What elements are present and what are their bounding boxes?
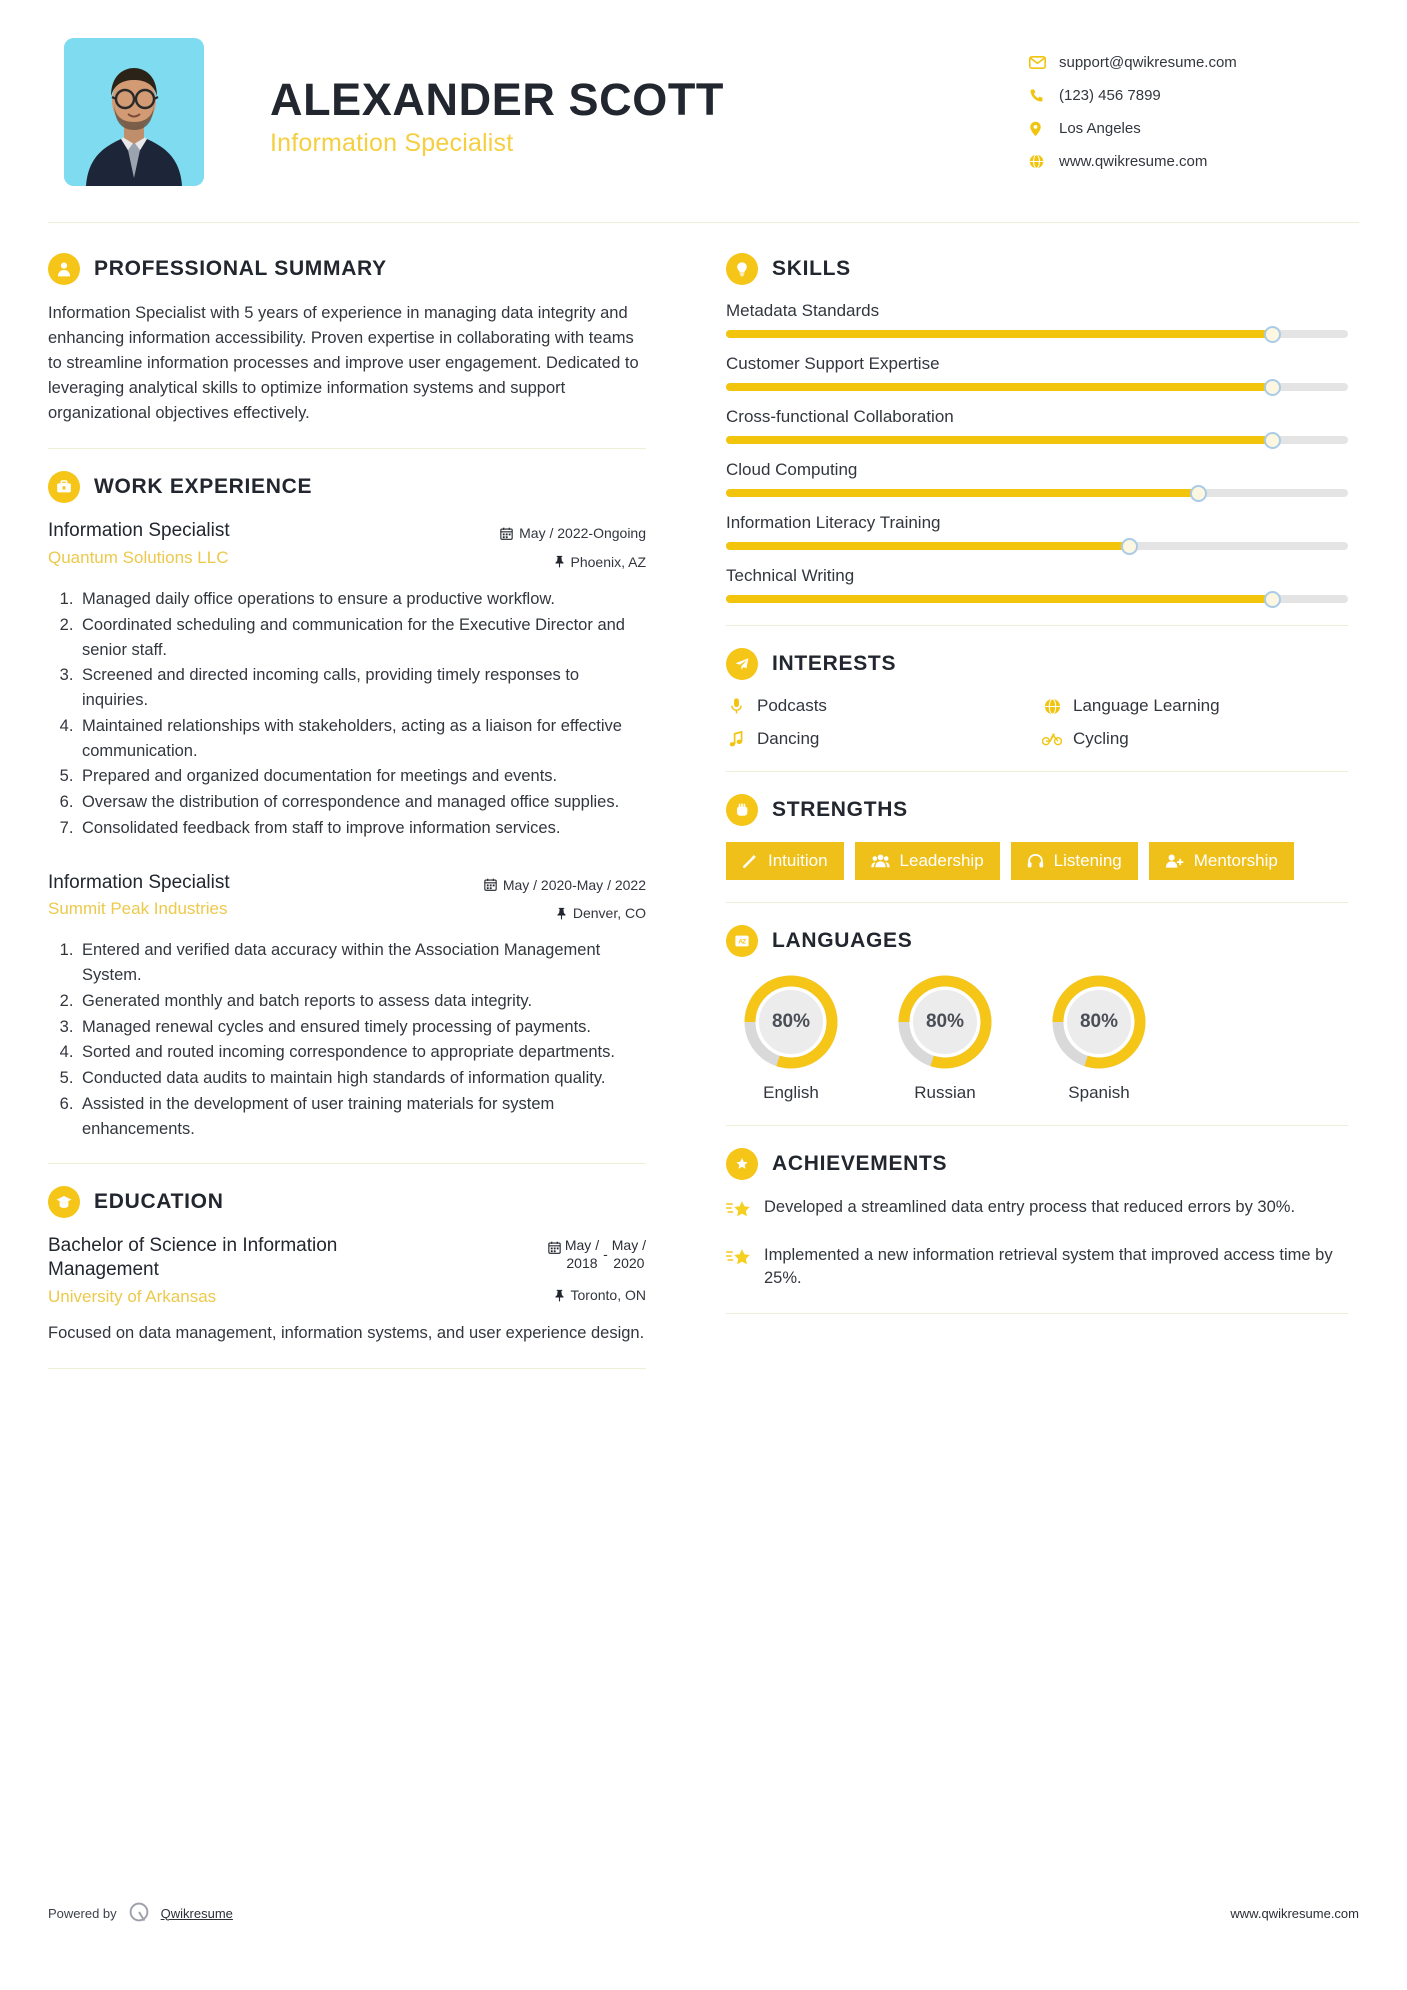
briefcase-icon (48, 471, 80, 503)
skill-item (726, 407, 1348, 444)
right-column (708, 227, 1348, 1391)
envelope-icon (1029, 56, 1059, 69)
section-divider (726, 1313, 1348, 1314)
skill-knob[interactable] (1264, 432, 1281, 449)
section-header (726, 794, 1348, 826)
work-bullets (48, 587, 646, 841)
achievement-text: Developed a streamlined data entry process that reduced errors by 30%. (764, 1198, 1296, 1216)
section-header (726, 925, 1348, 957)
skill-track[interactable] (726, 436, 1348, 444)
education-entry-meta (466, 1234, 646, 1306)
shooting-star-icon (726, 1244, 752, 1274)
section-title: PROFESSIONAL SUMMARY (94, 257, 387, 280)
powered-by-block (48, 1900, 233, 1926)
headphones-icon (1027, 853, 1044, 869)
user-circle-icon (48, 253, 80, 285)
education-start-month: May / (564, 1237, 600, 1254)
lightbulb-icon (726, 253, 758, 285)
interest-label: Podcasts (757, 696, 827, 715)
section-title: ACHIEVEMENTS (772, 1152, 948, 1175)
music-note-icon (726, 730, 746, 748)
education-entry-main (48, 1234, 466, 1307)
interest-item (1042, 696, 1348, 716)
contact-phone[interactable] (1029, 79, 1359, 112)
language-donut (896, 973, 994, 1071)
work-bullet: 7. Consolidated feedback from staff to improve information services. (78, 816, 646, 841)
skill-knob[interactable] (1264, 326, 1281, 343)
contact-location (1029, 112, 1359, 145)
strength-label: Mentorship (1193, 851, 1278, 870)
skill-name: Information Literacy Training (726, 513, 941, 532)
work-role: Information Specialist (48, 520, 230, 542)
work-bullet: 5. Prepared and organized documentation for meetings and events. (78, 764, 646, 789)
contact-website-value: www.qwikresume.com (1059, 153, 1208, 170)
pushpin-icon (556, 907, 567, 920)
education-start-date (565, 1237, 599, 1272)
section-achievements (726, 1148, 1348, 1291)
contact-location-value: Los Angeles (1059, 120, 1141, 137)
section-languages (726, 925, 1348, 1103)
work-entry-meta (466, 871, 646, 925)
languages-grid (726, 973, 1348, 1103)
interest-item (1042, 729, 1348, 749)
language-percent: 80% (759, 990, 823, 1054)
left-column (48, 227, 668, 1391)
microphone-icon (726, 697, 746, 715)
work-entry-meta (466, 519, 646, 573)
work-company: Quantum Solutions LLC (48, 548, 229, 568)
section-title: WORK EXPERIENCE (94, 475, 313, 499)
language-donut (742, 973, 840, 1071)
work-bullet: 2. Generated monthly and batch reports to assess data integrity. (78, 989, 646, 1014)
phone-icon (1029, 88, 1059, 103)
skill-item (726, 354, 1348, 391)
work-bullet: 3. Screened and directed incoming calls, providing timely responses to inquiries. (78, 663, 646, 713)
strength-chip-intuition[interactable] (726, 842, 844, 880)
qwikresume-logo-icon (126, 1900, 152, 1926)
strength-chip-listening[interactable] (1011, 842, 1138, 880)
person-job-title: Information Specialist (270, 129, 514, 158)
skill-name: Metadata Standards (726, 301, 880, 320)
education-location-value: Toronto, ON (570, 1287, 646, 1304)
location-pin-icon (1029, 121, 1059, 137)
shooting-star-icon (726, 1196, 752, 1226)
work-bullet: 6. Assisted in the development of user training materials for system enhancements. (78, 1092, 646, 1142)
name-block (204, 38, 1029, 158)
education-description: Focused on data management, information systems, and user experience design. (48, 1323, 645, 1342)
fist-icon (726, 794, 758, 826)
section-divider (726, 771, 1348, 772)
section-title: EDUCATION (94, 1190, 224, 1214)
section-divider (726, 902, 1348, 903)
section-header (726, 648, 1348, 680)
interest-item (726, 729, 1032, 749)
skill-name: Customer Support Expertise (726, 354, 940, 373)
work-location-value: Denver, CO (572, 905, 646, 922)
language-item (1034, 973, 1164, 1103)
skill-track[interactable] (726, 330, 1348, 338)
language-name: Russian (914, 1083, 976, 1102)
skill-fill (726, 383, 1273, 391)
education-degree: Bachelor of Science in Information Management (48, 1235, 338, 1281)
strengths-grid (726, 842, 1348, 880)
translate-icon (726, 925, 758, 957)
svg-text:A: A (738, 938, 744, 946)
section-divider (48, 1163, 646, 1164)
section-divider (726, 1125, 1348, 1126)
section-strengths (726, 794, 1348, 880)
skill-fill (726, 436, 1273, 444)
work-entry-main (48, 871, 466, 920)
achievement-text: Implemented a new information retrieval system that improved access time by 25%. (764, 1246, 1333, 1288)
work-bullet: 2. Coordinated scheduling and communication for the Executive Director and senior staff. (78, 613, 646, 663)
section-header (726, 253, 1348, 285)
contact-email-value: support@qwikresume.com (1059, 54, 1237, 71)
section-header (48, 253, 646, 285)
section-divider (726, 625, 1348, 626)
section-divider (48, 1368, 646, 1369)
language-name: Spanish (1068, 1083, 1130, 1102)
resume-body (48, 223, 1359, 1391)
paper-plane-icon (726, 648, 758, 680)
strength-chip-mentorship[interactable] (1149, 842, 1294, 880)
section-header (48, 471, 646, 503)
resume-header (48, 0, 1359, 222)
education-end-month: May / (611, 1237, 646, 1254)
users-icon (871, 853, 890, 869)
date-separator: - (603, 1246, 608, 1263)
strength-chip-leadership[interactable] (855, 842, 1000, 880)
calendar-icon (500, 527, 513, 540)
education-start-year: 2018 (566, 1254, 598, 1271)
qwikresume-brand-link[interactable]: Qwikresume (160, 1905, 233, 1921)
skill-fill (726, 595, 1273, 603)
skill-item (726, 301, 1348, 338)
skill-knob[interactable] (1121, 538, 1138, 555)
work-bullet: 4. Maintained relationships with stakeholders, acting as a liaison for effective communication. (78, 714, 646, 764)
graduation-cap-icon (48, 1186, 80, 1218)
award-star-icon (726, 1148, 758, 1180)
section-divider (48, 448, 646, 449)
education-location (466, 1284, 646, 1306)
column-gap (668, 227, 708, 1391)
skill-track[interactable] (726, 595, 1348, 603)
skill-name: Cross-functional Collaboration (726, 407, 954, 426)
language-percent: 80% (1067, 990, 1131, 1054)
summary-text: Information Specialist with 5 years of experience in managing data integrity and enhancing information accessibility. Proven expertise in collaborating with teams to streamline information processes and improve user engagement. Dedicated to leveraging analytical skills to optimize information systems and support organizational objectives effectively. (48, 304, 639, 423)
work-location (466, 902, 646, 924)
work-entry (48, 871, 646, 925)
achievement-item (726, 1244, 1348, 1291)
language-name: English (763, 1083, 819, 1102)
skill-knob[interactable] (1264, 379, 1281, 396)
footer-website[interactable]: www.qwikresume.com (1230, 1905, 1359, 1921)
work-bullet: 3. Managed renewal cycles and ensured timely processing of payments. (78, 1015, 646, 1040)
section-header (48, 1186, 646, 1218)
work-dates-value: May / 2022-Ongoing (519, 525, 646, 542)
globe-icon (1042, 698, 1062, 715)
work-role: Information Specialist (48, 871, 230, 893)
strength-label: Listening (1053, 851, 1122, 870)
strength-label: Leadership (899, 851, 984, 870)
skill-fill (726, 542, 1130, 550)
education-end-date (612, 1237, 646, 1272)
work-dates-value: May / 2020-May / 2022 (502, 876, 646, 893)
powered-by-label: Powered by (48, 1905, 117, 1921)
work-dates (466, 522, 646, 544)
strength-label: Intuition (768, 851, 828, 870)
interest-label: Language Learning (1073, 696, 1220, 715)
language-donut (1050, 973, 1148, 1071)
education-end-year: 2020 (613, 1254, 645, 1271)
education-entry (48, 1234, 646, 1307)
work-bullet: 4. Sorted and routed incoming correspondence to appropriate departments. (78, 1040, 646, 1065)
calendar-icon (484, 878, 497, 891)
contact-email[interactable] (1029, 46, 1359, 79)
page-footer (48, 1900, 1359, 1926)
language-item (880, 973, 1010, 1103)
contact-list (1029, 38, 1359, 178)
skill-track[interactable] (726, 489, 1348, 497)
language-item (726, 973, 856, 1103)
skill-name: Technical Writing (726, 566, 855, 585)
section-skills (726, 253, 1348, 603)
contact-website[interactable] (1029, 145, 1359, 178)
person-name: ALEXANDER SCOTT (270, 74, 725, 125)
achievement-item (726, 1196, 1348, 1226)
work-bullets (48, 938, 646, 1141)
bicycle-icon (1042, 732, 1062, 746)
work-bullet: 6. Oversaw the distribution of correspondence and managed office supplies. (78, 790, 646, 815)
pushpin-icon (554, 1289, 565, 1302)
work-location (466, 551, 646, 573)
language-percent: 80% (913, 990, 977, 1054)
work-bullet: 1. Managed daily office operations to ensure a productive workflow. (78, 587, 646, 612)
section-professional-summary (48, 253, 646, 426)
skill-item (726, 460, 1348, 497)
skill-track[interactable] (726, 383, 1348, 391)
work-bullet: 1. Entered and verified data accuracy within the Association Management System. (78, 938, 646, 988)
section-work-experience (48, 471, 646, 1141)
interest-label: Cycling (1073, 729, 1129, 748)
skill-fill (726, 330, 1273, 338)
skill-name: Cloud Computing (726, 460, 858, 479)
section-title: INTERESTS (772, 652, 897, 675)
education-school: University of Arkansas (48, 1286, 217, 1306)
skill-item (726, 513, 1348, 550)
section-education (48, 1186, 646, 1345)
svg-text:Z: Z (742, 938, 747, 946)
skill-knob[interactable] (1264, 591, 1281, 608)
profile-photo (64, 38, 204, 186)
skill-fill (726, 489, 1199, 497)
section-title: STRENGTHS (772, 798, 908, 821)
contact-phone-value: (123) 456 7899 (1059, 87, 1161, 104)
interests-grid (726, 696, 1348, 749)
skill-item (726, 566, 1348, 603)
interest-label: Dancing (757, 729, 820, 748)
work-bullet: 5. Conducted data audits to maintain high standards of information quality. (78, 1066, 646, 1091)
skill-knob[interactable] (1190, 485, 1207, 502)
skill-track[interactable] (726, 542, 1348, 550)
work-entry-main (48, 519, 466, 568)
section-interests (726, 648, 1348, 749)
section-header (726, 1148, 1348, 1180)
work-location-value: Phoenix, AZ (570, 553, 646, 570)
education-dates (466, 1237, 646, 1272)
magic-wand-icon (742, 853, 758, 869)
work-entry (48, 519, 646, 573)
globe-icon (1029, 154, 1059, 169)
section-title: LANGUAGES (772, 929, 913, 952)
calendar-icon (548, 1237, 561, 1254)
interest-item (726, 696, 1032, 716)
section-title: SKILLS (772, 257, 851, 280)
work-company: Summit Peak Industries (48, 899, 228, 919)
user-plus-icon (1165, 853, 1184, 869)
pushpin-icon (554, 555, 565, 568)
work-dates (466, 874, 646, 896)
